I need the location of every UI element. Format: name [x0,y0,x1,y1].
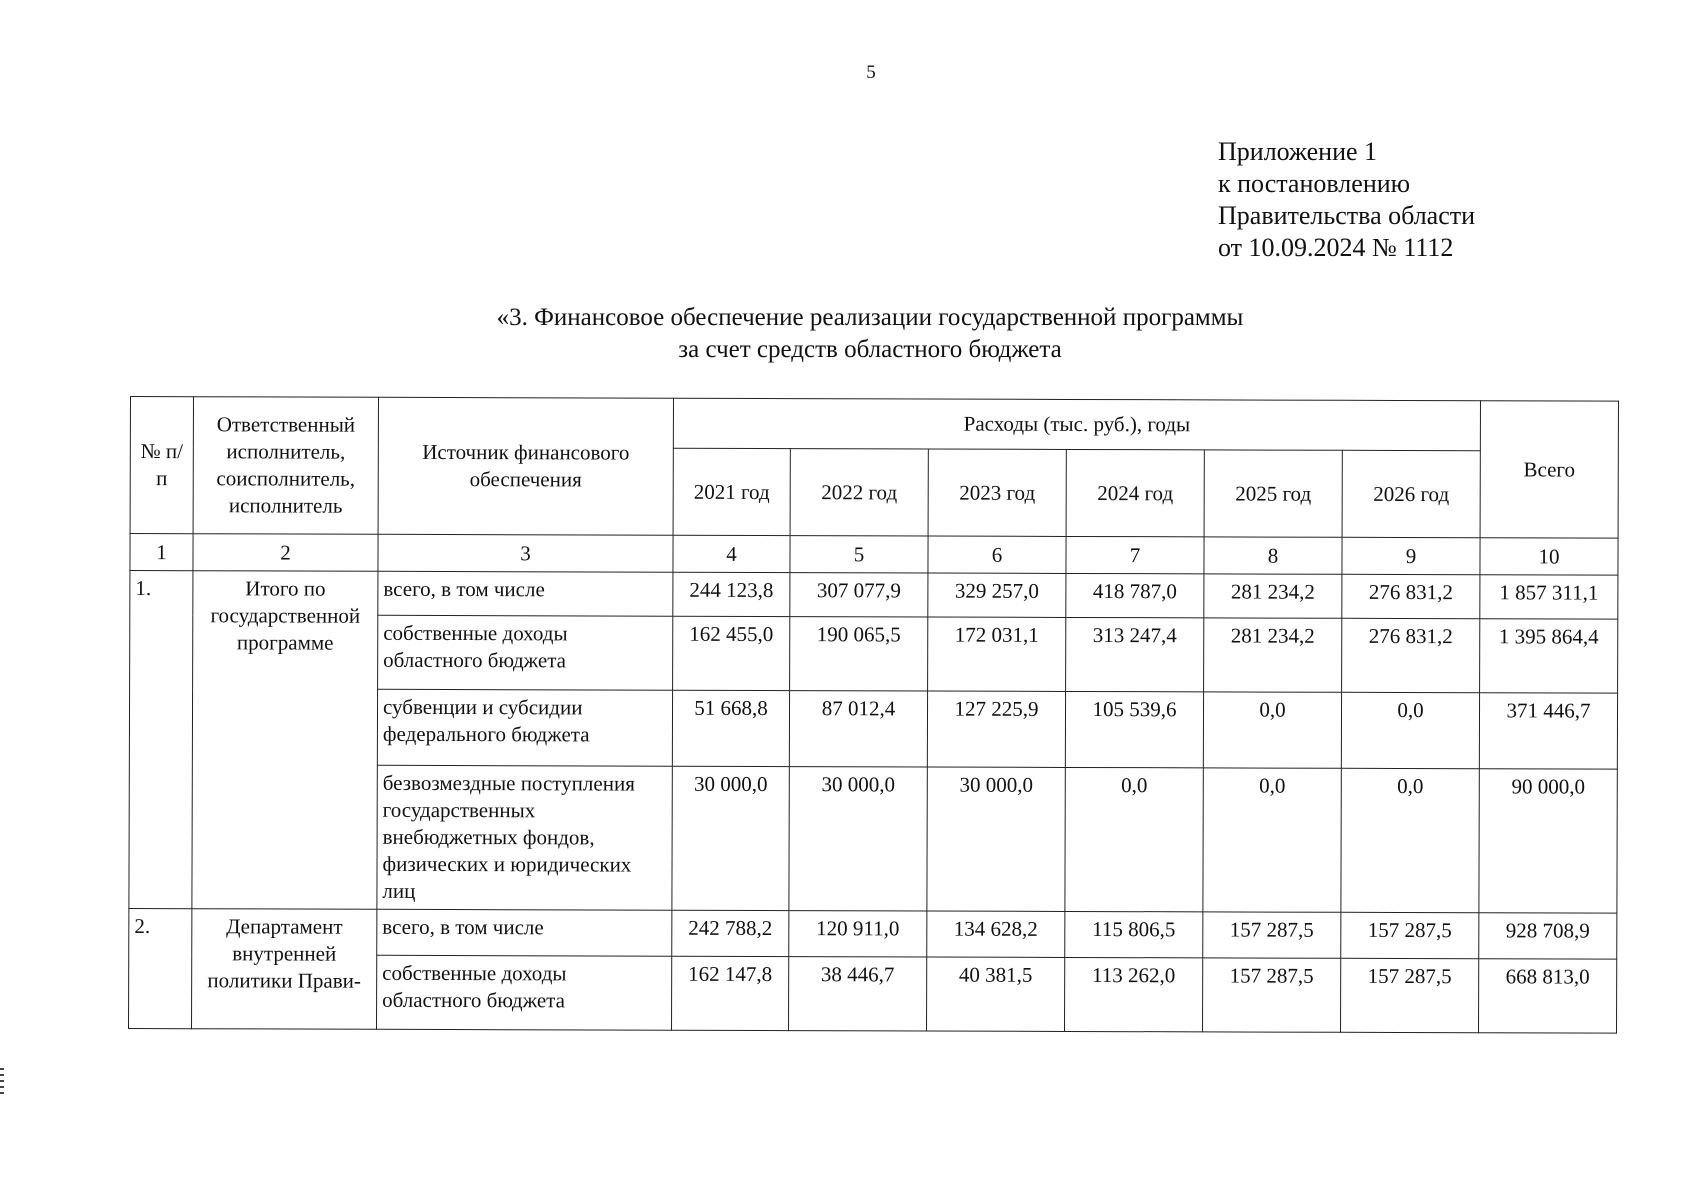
column-number: 6 [928,536,1066,573]
value-cell: 113 262,0 [1065,957,1203,1031]
value-cell: 157 287,5 [1203,958,1341,1032]
appendix-block [1218,136,1475,264]
appendix-line: Приложение 1 [1218,137,1378,166]
value-cell: 127 225,9 [927,691,1065,767]
column-number: 4 [673,535,790,572]
value-cell: 134 628,2 [927,911,1065,957]
value-cell: 87 012,4 [789,691,927,767]
header-total: Всего [1480,401,1618,538]
document-title [300,302,1440,366]
header-year: 2025 год [1204,450,1342,537]
appendix-line: от 10.09.2024 № 1112 [1218,233,1454,262]
total-cell: 928 708,9 [1479,913,1617,959]
value-cell: 157 287,5 [1203,912,1341,958]
value-cell: 0,0 [1341,768,1479,912]
value-cell: 190 065,5 [790,617,928,691]
header-year: 2022 год [790,449,928,536]
scan-margin-mark [0,1068,4,1098]
header-source: Источник финансового обеспечения [378,397,673,535]
header-year: 2023 год [928,449,1066,536]
header-expenses: Расходы (тыс. руб.), годы [673,398,1480,451]
value-cell: 0,0 [1203,692,1341,768]
value-cell: 276 831,2 [1342,574,1480,618]
value-cell: 162 455,0 [673,616,790,690]
table-row [130,571,1618,620]
value-cell: 51 668,8 [672,690,789,766]
value-cell: 242 788,2 [672,910,789,956]
table-row [129,908,1617,959]
value-cell: 162 147,8 [672,956,789,1030]
total-cell: 668 813,0 [1479,959,1617,1033]
funding-source: собственные доходы областного бюджета [377,955,672,1030]
column-number: 9 [1342,537,1480,574]
value-cell: 157 287,5 [1341,958,1479,1032]
value-cell: 418 787,0 [1066,573,1204,617]
column-number: 7 [1066,536,1204,573]
value-cell: 105 539,6 [1065,691,1203,767]
column-number-row [130,534,1618,576]
header-num: № п/п [130,397,193,534]
column-number: 5 [790,536,928,573]
value-cell: 0,0 [1203,768,1341,912]
row-number: 2. [129,908,192,1028]
appendix-line: к постановлению [1218,169,1411,198]
row-number: 1. [129,571,193,909]
responsible-executor: Департамент внутренней политики Прави- [192,909,377,1030]
total-cell: 371 446,7 [1479,693,1617,769]
column-number: 3 [378,534,673,572]
funding-source: всего, в том числе [378,571,673,616]
column-number: 1 [130,534,193,571]
column-number: 10 [1480,538,1618,575]
title-line: за счет средств областного бюджета [678,336,1062,363]
column-number: 8 [1204,537,1342,574]
header-year: 2024 год [1066,449,1204,536]
title-line: «3. Финансовое обеспечение реализации государственной программы [496,304,1244,331]
value-cell: 30 000,0 [927,767,1065,911]
value-cell: 38 446,7 [789,957,927,1031]
value-cell: 276 831,2 [1342,618,1480,692]
header-year: 2021 год [673,448,790,535]
funding-source: субвенции и субсидии федерального бюджета [377,689,672,766]
value-cell: 40 381,5 [927,957,1065,1031]
value-cell: 172 031,1 [928,617,1066,691]
funding-source: собственные доходы областного бюджета [378,615,673,690]
value-cell: 0,0 [1065,767,1203,911]
responsible-executor: Итого по государственной программе [192,571,378,910]
value-cell: 244 123,8 [673,572,790,616]
value-cell: 329 257,0 [928,573,1066,617]
total-cell: 1 857 311,1 [1480,575,1618,619]
header-year: 2026 год [1342,450,1480,537]
page-number: 5 [866,62,876,83]
column-number: 2 [193,534,378,572]
value-cell: 115 806,5 [1065,911,1203,957]
value-cell: 0,0 [1341,692,1479,768]
total-cell: 1 395 864,4 [1480,619,1618,693]
value-cell: 30 000,0 [672,766,789,910]
total-cell: 90 000,0 [1479,769,1617,913]
value-cell: 157 287,5 [1341,912,1479,958]
value-cell: 307 077,9 [790,573,928,617]
funding-source: безвозмездные поступления государственных внебюджетных фондов, физических и юридических лиц [377,765,672,910]
funding-source: всего, в том числе [377,909,672,956]
header-responsible: Ответственный исполнитель, соисполнитель, исполнитель [193,397,378,535]
value-cell: 281 234,2 [1204,574,1342,618]
appendix-line: Правительства области [1218,201,1476,230]
value-cell: 120 911,0 [789,911,927,957]
value-cell: 281 234,2 [1204,618,1342,692]
value-cell: 30 000,0 [789,767,927,911]
financing-table [128,396,1619,1034]
value-cell: 313 247,4 [1066,617,1204,691]
